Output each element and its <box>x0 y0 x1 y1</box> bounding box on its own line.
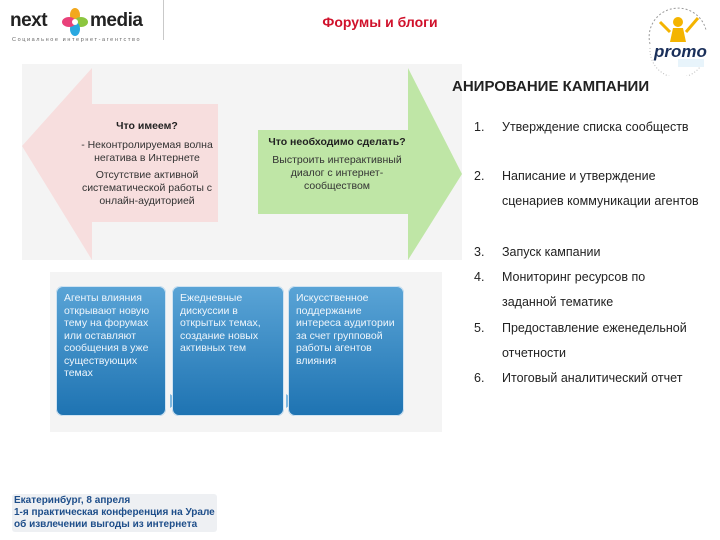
plan-item-text: Мониторинг ресурсов по заданной тематике <box>502 270 646 309</box>
plan-item-number: 5. <box>474 321 485 335</box>
flower-logo-icon <box>62 8 88 36</box>
needed-action-body: Выстроить интерактивный диалог с интернет-сообществом <box>272 154 402 192</box>
plan-item-text: Предоставление еженедельной отчетности <box>502 321 687 360</box>
promo-emblem-icon <box>640 4 716 76</box>
footer-city-date: Екатеринбург, 8 апреля <box>14 495 131 506</box>
plan-item-text: Запуск кампании <box>502 245 601 259</box>
campaign-planning-heading: АНИРОВАНИЕ КАМПАНИИ <box>452 78 650 95</box>
diagram-panel <box>22 64 462 434</box>
logo-word-media: media <box>90 10 143 31</box>
conference-footer <box>12 494 217 532</box>
current-state-line-1: - Неконтролируемая волна негатива в Интернете <box>81 139 213 164</box>
step-card-1: Агенты влияния открывают новую тему на форумах или оставляют сообщения в уже существующих темах <box>56 286 166 416</box>
needed-action-card <box>264 136 410 193</box>
logo-tagline: Социальное интернет-агентство <box>12 37 142 43</box>
slide-title: Форумы и блоги <box>322 14 438 30</box>
plan-item-number: 2. <box>474 169 485 183</box>
current-state-card <box>62 120 232 208</box>
logo-word-next: next <box>10 10 48 31</box>
plan-item-number: 6. <box>474 371 485 385</box>
header-divider <box>163 0 164 40</box>
nextmedia-logo <box>10 8 160 46</box>
step-card-2: Ежедневные дискуссии в открытых темах, создание новых активных тем <box>172 286 284 416</box>
step-card-3: Искусственное поддержание интереса аудитории за счет групповой работы агентов влияния <box>288 286 404 416</box>
current-state-title: Что имеем? <box>116 120 178 132</box>
footer-topic: об извлечении выгоды из интернета <box>14 519 198 530</box>
needed-action-title: Что необходимо сделать? <box>268 136 406 148</box>
plan-item-text: Написание и утверждение сценариев коммуникации агентов <box>502 169 699 208</box>
plan-item-number: 4. <box>474 270 485 284</box>
current-state-line-2: Отсутствие активной систематической работы с онлайн-аудиторией <box>81 169 213 207</box>
plan-item-text: Утверждение списка сообществ <box>502 120 689 134</box>
plan-item-text: Итоговый аналитический отчет <box>502 371 683 385</box>
plan-item-number: 1. <box>474 120 485 134</box>
plan-item-number: 3. <box>474 245 485 259</box>
promo-badge <box>640 4 716 76</box>
footer-conference: 1-я практическая конференция на Урале <box>14 507 215 518</box>
promo-label: promo <box>654 42 707 61</box>
